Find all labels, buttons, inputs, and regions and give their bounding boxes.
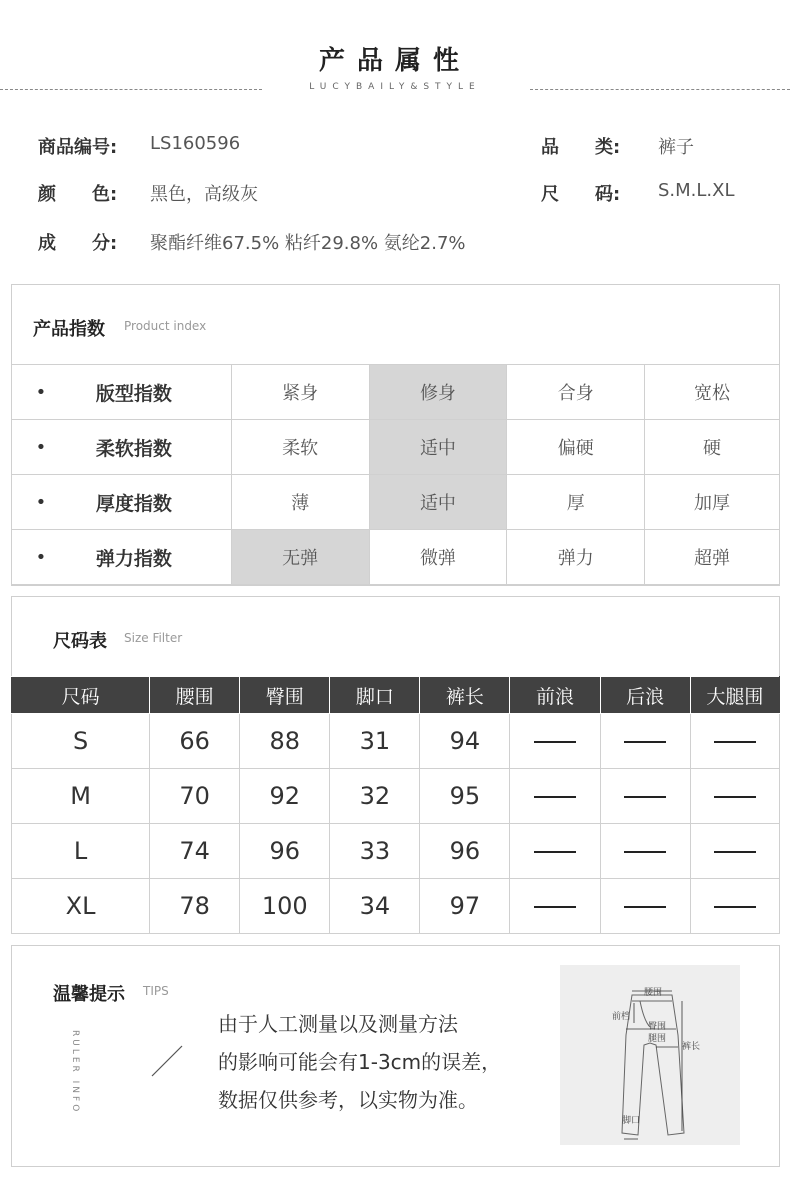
size-cell-hem: 31 bbox=[330, 714, 420, 769]
dash-icon bbox=[624, 906, 666, 908]
size-cell-empty bbox=[600, 769, 690, 824]
size-cell-waist: 66 bbox=[150, 714, 240, 769]
index-row bbox=[12, 530, 780, 585]
attr-size-value: S.M.L.XL bbox=[658, 180, 735, 201]
size-header-cell: 尺码 bbox=[12, 677, 150, 714]
attr-composition-label: 成 分: bbox=[38, 233, 118, 254]
size-cell-empty bbox=[690, 879, 779, 934]
bullet-icon: • bbox=[12, 420, 70, 475]
dash-icon bbox=[624, 796, 666, 798]
size-cell-length: 95 bbox=[420, 769, 510, 824]
index-option: 薄 bbox=[231, 475, 369, 530]
diagram-waist-label: 腰围 bbox=[644, 988, 663, 998]
index-option: 修身 bbox=[369, 365, 507, 420]
index-option: 微弹 bbox=[369, 530, 507, 585]
attr-category-value: 裤子 bbox=[658, 137, 694, 158]
size-cell-empty bbox=[600, 824, 690, 879]
size-cell-waist: 70 bbox=[150, 769, 240, 824]
attr-code-value: LS160596 bbox=[150, 133, 241, 154]
index-row bbox=[12, 365, 780, 420]
page-title: 产品属性 bbox=[318, 46, 471, 76]
dash-icon bbox=[624, 741, 666, 743]
diagram-front-rise-label: 前档 bbox=[612, 1012, 631, 1022]
diagram-hip-label: 臀围 bbox=[648, 1022, 667, 1032]
brand-subtitle: LUCYBAILY&STYLE bbox=[309, 82, 481, 92]
dash-icon bbox=[714, 741, 756, 743]
index-option: 宽松 bbox=[645, 365, 780, 420]
size-cell-size: XL bbox=[12, 879, 150, 934]
attr-composition-value: 聚酯纤维67.5% 粘纤29.8% 氨纶2.7% bbox=[150, 233, 466, 254]
bullet-icon: • bbox=[12, 530, 70, 585]
ruler-info-text: RULER INFO bbox=[70, 1030, 80, 1115]
tips-subtitle: TIPS bbox=[143, 984, 169, 998]
size-header-cell: 臀围 bbox=[240, 677, 330, 714]
tips-title: 温馨提示 bbox=[53, 984, 125, 1005]
product-index-table bbox=[11, 364, 780, 585]
index-option: 无弹 bbox=[231, 530, 369, 585]
size-cell-empty bbox=[510, 824, 600, 879]
index-option: 硬 bbox=[645, 420, 780, 475]
attr-code-label: 商品编号: bbox=[38, 137, 118, 158]
dash-icon bbox=[534, 796, 576, 798]
dash-icon bbox=[714, 906, 756, 908]
header-divider-right bbox=[530, 89, 790, 90]
size-cell-size: L bbox=[12, 824, 150, 879]
product-index-subtitle: Product index bbox=[124, 319, 207, 333]
bullet-icon: • bbox=[12, 365, 70, 420]
attr-category-label: 品 类: bbox=[541, 137, 621, 158]
size-header-cell: 腰围 bbox=[150, 677, 240, 714]
index-label: 版型指数 bbox=[70, 365, 231, 420]
size-header-cell: 裤长 bbox=[420, 677, 510, 714]
tips-line: 由于人工测量以及测量方法 bbox=[218, 1012, 458, 1036]
size-cell-waist: 78 bbox=[150, 879, 240, 934]
index-option: 柔软 bbox=[231, 420, 369, 475]
size-cell-empty bbox=[510, 769, 600, 824]
index-option: 适中 bbox=[369, 475, 507, 530]
size-cell-empty bbox=[690, 824, 779, 879]
index-option: 偏硬 bbox=[507, 420, 645, 475]
size-cell-empty bbox=[510, 879, 600, 934]
index-option: 紧身 bbox=[231, 365, 369, 420]
index-row bbox=[12, 475, 780, 530]
size-cell-length: 94 bbox=[420, 714, 510, 769]
index-label: 厚度指数 bbox=[70, 475, 231, 530]
index-label: 柔软指数 bbox=[70, 420, 231, 475]
product-index-title: 产品指数 bbox=[33, 319, 105, 340]
attr-color-label: 颜 色: bbox=[38, 184, 118, 205]
dash-icon bbox=[714, 851, 756, 853]
size-header-cell: 脚口 bbox=[330, 677, 420, 714]
diagram-hem-label: 脚口 bbox=[622, 1116, 641, 1126]
size-cell-length: 97 bbox=[420, 879, 510, 934]
size-cell-empty bbox=[600, 714, 690, 769]
index-row bbox=[12, 420, 780, 475]
dash-icon bbox=[534, 741, 576, 743]
size-chart-subtitle: Size Filter bbox=[124, 631, 183, 645]
size-row bbox=[12, 769, 780, 824]
attr-color-value: 黑色，高级灰 bbox=[150, 184, 258, 205]
index-label: 弹力指数 bbox=[70, 530, 231, 585]
size-row bbox=[12, 824, 780, 879]
size-row bbox=[12, 879, 780, 934]
size-cell-hip: 92 bbox=[240, 769, 330, 824]
index-option: 适中 bbox=[369, 420, 507, 475]
attr-size-label: 尺 码: bbox=[541, 184, 621, 205]
index-option: 超弹 bbox=[645, 530, 780, 585]
size-cell-hem: 33 bbox=[330, 824, 420, 879]
index-option: 厚 bbox=[507, 475, 645, 530]
size-cell-waist: 74 bbox=[150, 824, 240, 879]
size-cell-size: S bbox=[12, 714, 150, 769]
size-header-cell: 后浪 bbox=[600, 677, 690, 714]
tips-line: 的影响可能会有1-3cm的误差， bbox=[218, 1050, 502, 1074]
index-option: 合身 bbox=[507, 365, 645, 420]
tips-line: 数据仅供参考，以实物为准。 bbox=[218, 1088, 478, 1112]
size-cell-hip: 88 bbox=[240, 714, 330, 769]
index-option: 加厚 bbox=[645, 475, 780, 530]
size-header-cell: 大腿围 bbox=[690, 677, 779, 714]
size-cell-hip: 96 bbox=[240, 824, 330, 879]
diagram-thigh-label: 腿围 bbox=[648, 1034, 667, 1044]
size-cell-empty bbox=[510, 714, 600, 769]
size-cell-size: M bbox=[12, 769, 150, 824]
slash-icon bbox=[150, 1044, 184, 1078]
size-cell-empty bbox=[690, 714, 779, 769]
dash-icon bbox=[534, 906, 576, 908]
size-cell-length: 96 bbox=[420, 824, 510, 879]
index-option: 弹力 bbox=[507, 530, 645, 585]
size-cell-hem: 34 bbox=[330, 879, 420, 934]
size-cell-empty bbox=[600, 879, 690, 934]
size-row bbox=[12, 714, 780, 769]
bullet-icon: • bbox=[12, 475, 70, 530]
size-cell-hem: 32 bbox=[330, 769, 420, 824]
dash-icon bbox=[534, 851, 576, 853]
tips-text bbox=[218, 1005, 501, 1119]
size-header-cell: 前浪 bbox=[510, 677, 600, 714]
dash-icon bbox=[624, 851, 666, 853]
size-chart-title: 尺码表 bbox=[53, 631, 107, 652]
pants-measurement-diagram bbox=[560, 965, 740, 1145]
size-cell-empty bbox=[690, 769, 779, 824]
size-cell-hip: 100 bbox=[240, 879, 330, 934]
size-chart-table bbox=[11, 676, 780, 934]
dash-icon bbox=[714, 796, 756, 798]
diagram-length-label: 裤长 bbox=[682, 1042, 701, 1052]
